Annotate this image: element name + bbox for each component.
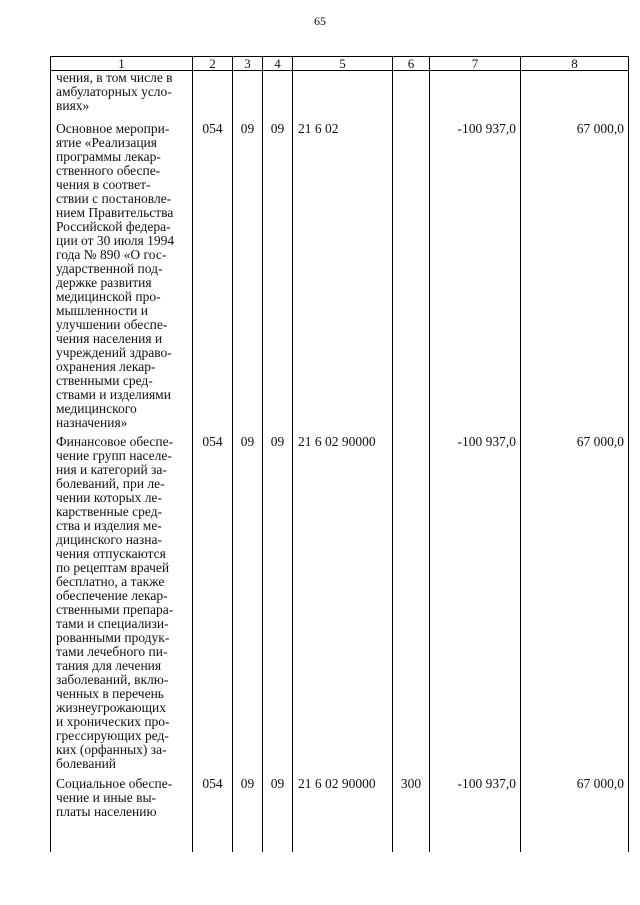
description-line: обеспечение лекар- <box>56 588 168 603</box>
row-description <box>51 771 193 852</box>
ministry-code-cell <box>193 71 233 119</box>
description-line: Финансовое обеспе- <box>56 434 174 449</box>
description-line: чения в соответ- <box>56 177 151 192</box>
description-line: чения населения и <box>56 331 163 346</box>
description-line: карственные сред- <box>56 504 163 519</box>
amount-total-cell: 67 000,0 <box>521 118 629 430</box>
description-line: и хронических про- <box>56 714 170 729</box>
description-line: тания для лечения <box>56 658 162 673</box>
description-line: бесплатно, а также <box>56 574 165 589</box>
description-line: ции от 30 июля 1994 <box>56 233 175 248</box>
description-line: ких (орфанных) за- <box>56 742 167 757</box>
row-description <box>51 430 193 771</box>
ministry-code-cell: 054 <box>193 771 233 852</box>
budget-table <box>50 56 629 852</box>
column-header-6: 6 <box>393 57 430 71</box>
description-line: учреждений здраво- <box>56 345 172 360</box>
description-line: нием Правительства <box>56 205 174 220</box>
section-cell <box>233 71 263 119</box>
target-article-cell <box>293 71 393 119</box>
column-header-2: 2 <box>193 57 233 71</box>
subsection-cell: 09 <box>263 771 293 852</box>
column-header-5: 5 <box>293 57 393 71</box>
expense-type-cell <box>393 118 430 430</box>
amount-change-cell: -100 937,0 <box>430 771 521 852</box>
description-line: ства и изделия ме- <box>56 518 162 533</box>
target-article-cell: 21 6 02 90000 <box>293 771 393 852</box>
description-line: тами лечебного пи- <box>56 644 168 659</box>
amount-total-cell: 67 000,0 <box>521 771 629 852</box>
description-line: программы лекар- <box>56 149 161 164</box>
description-line: охранения лекар- <box>56 359 156 374</box>
description-line: ченных в перечень <box>56 686 164 701</box>
row-description <box>51 71 193 119</box>
amount-total-cell <box>521 71 629 119</box>
subsection-cell: 09 <box>263 430 293 771</box>
table-row <box>51 71 629 119</box>
column-header-8: 8 <box>521 57 629 71</box>
description-line: назначения» <box>56 415 128 430</box>
target-article-cell: 21 6 02 90000 <box>293 430 393 771</box>
description-line: рованными продук- <box>56 630 170 645</box>
description-line: Социальное обеспе- <box>56 776 173 791</box>
description-line: платы населению <box>56 804 157 819</box>
description-line: мышленности и <box>56 303 148 318</box>
amount-change-cell: -100 937,0 <box>430 430 521 771</box>
amount-change-cell: -100 937,0 <box>430 118 521 430</box>
description-line: ударственной под- <box>56 261 163 276</box>
description-line: ствами и изделиями <box>56 387 171 402</box>
target-article-cell: 21 6 02 <box>293 118 393 430</box>
ministry-code-cell: 054 <box>193 118 233 430</box>
description-line: чения, в том числе в <box>56 70 173 85</box>
description-line: Российской федера- <box>56 219 171 234</box>
description-line: улучшении обеспе- <box>56 317 168 332</box>
description-line: заболеваний, вклю- <box>56 672 169 687</box>
description-line: ятие «Реализация <box>56 135 157 150</box>
description-line: ственного обеспе- <box>56 163 161 178</box>
page-number: 65 <box>314 14 326 28</box>
amount-total-cell: 67 000,0 <box>521 430 629 771</box>
section-cell: 09 <box>233 771 263 852</box>
table-row <box>51 118 629 430</box>
table-row <box>51 771 629 852</box>
expense-type-cell: 300 <box>393 771 430 852</box>
description-line: чение групп населе- <box>56 448 172 463</box>
description-line: болеваний <box>56 756 117 771</box>
subsection-cell <box>263 71 293 119</box>
table-row <box>51 430 629 771</box>
section-cell: 09 <box>233 118 263 430</box>
description-line: дицинского назна- <box>56 532 162 547</box>
amount-change-cell <box>430 71 521 119</box>
description-line: амбулаторных усло- <box>56 84 172 99</box>
column-number-row <box>51 57 629 71</box>
description-line: ственными сред- <box>56 373 153 388</box>
ministry-code-cell: 054 <box>193 430 233 771</box>
description-line: ния и категорий за- <box>56 462 167 477</box>
column-header-7: 7 <box>430 57 521 71</box>
description-line: медицинской про- <box>56 289 161 304</box>
description-line: ственными препара- <box>56 602 174 617</box>
description-line: по рецептам врачей <box>56 560 170 575</box>
description-line: грессирующих ред- <box>56 728 169 743</box>
description-line: виях» <box>56 98 90 113</box>
description-line: тами и специализи- <box>56 616 169 631</box>
column-header-1: 1 <box>51 57 193 71</box>
description-line: чения отпускаются <box>56 546 166 561</box>
column-header-3: 3 <box>233 57 263 71</box>
description-line: чении которых ле- <box>56 490 162 505</box>
subsection-cell: 09 <box>263 118 293 430</box>
row-description <box>51 118 193 430</box>
description-line: года № 890 «О гос- <box>56 247 167 262</box>
description-line: жизнеугрожающих <box>56 700 166 715</box>
description-line: ствии с постановле- <box>56 191 172 206</box>
expense-type-cell <box>393 71 430 119</box>
section-cell: 09 <box>233 430 263 771</box>
description-line: болеваний, при ле- <box>56 476 165 491</box>
description-line: чение и иные вы- <box>56 790 157 805</box>
expense-type-cell <box>393 430 430 771</box>
description-line: Основное меропри- <box>56 121 170 136</box>
description-line: держке развития <box>56 275 152 290</box>
column-header-4: 4 <box>263 57 293 71</box>
description-line: медицинского <box>56 401 137 416</box>
